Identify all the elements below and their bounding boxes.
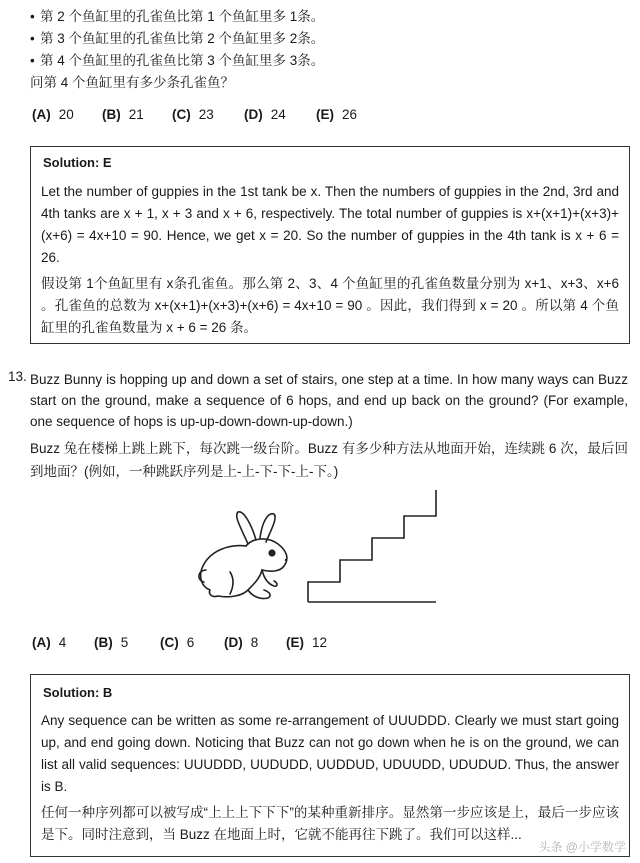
bunny-eye [268, 549, 275, 556]
choice-d: (D) 8 [224, 634, 259, 650]
choice-c: (C) 6 [160, 634, 195, 650]
condition-line: • 第 3 个鱼缸里的孔雀鱼比第 2 个鱼缸里多 2条。 [30, 28, 630, 50]
problem12-statement [30, 6, 630, 94]
solution-title: Solution: B [43, 685, 113, 700]
problem12-solution-box [30, 146, 630, 344]
choice-c: (C) 23 [172, 106, 214, 122]
problem13-solution-box [30, 674, 630, 857]
condition-line: • 第 2 个鱼缸里的孔雀鱼比第 1 个鱼缸里多 1条。 [30, 6, 630, 28]
condition-line: • 第 4 个鱼缸里的孔雀鱼比第 3 个鱼缸里多 3条。 [30, 50, 630, 72]
watermark: 头条 @小学数学 [538, 840, 626, 854]
choice-e: (E) 12 [286, 634, 328, 650]
stairs-icon [308, 490, 436, 602]
choice-e: (E) 26 [316, 106, 358, 122]
bunny-nose [285, 559, 287, 561]
choice-a: (A) 20 [32, 106, 74, 122]
problem12-choices [32, 104, 357, 124]
problem13-choices [32, 632, 327, 652]
choice-d: (D) 24 [244, 106, 286, 122]
solution-english: Let the number of guppies in the 1st tank be x. Then the numbers of guppies in the 2nd, 3rd and 4th tanks are x + 1, x + 3 and x + 6, respectively. The total number of guppies is x+(x+1)+(x+3)+(x+6) = 4x+10 = 90. Hence, we get x = 20. So the number of guppies in the 4th tank is x + 6 = 26. [41, 184, 619, 265]
solution-chinese: 假设第 1个鱼缸里有 x条孔雀鱼。那么第 2、3、4 个鱼缸里的孔雀鱼数量分别为 x+1、x+3、x+6 。孔雀鱼的总数为 x+(x+1)+(x+3)+(x+6) = 4x+10 = 90 。因此，我们得到 x = 20 。所以第 4 个鱼缸里的孔雀鱼数量为 x + 6 = 26 条。 [41, 276, 619, 335]
problem13-chinese: Buzz 兔在楼梯上跳上跳下，每次跳一级台阶。Buzz 有多少种方法从地面开始，连续跳 6 次，最后回到地面？(例如，一种跳跃序列是上-上-下-下-上-下。) [30, 441, 628, 479]
problem13-english: Buzz Bunny is hopping up and down a set of stairs, one step at a time. In how many ways can Buzz start on the ground, make a sequence of 6 hops, and end up back on the ground? (For example, one sequence of hops is up-up-down-down-up-down.) [30, 372, 628, 429]
choice-b: (B) 21 [102, 106, 144, 122]
solution-title: Solution: E [43, 155, 112, 170]
problem-number: 13. [8, 369, 27, 384]
solution-chinese: 任何一种序列都可以被写成“上上上下下下”的某种重新排序。显然第一步应该是上，最后一步应该是下。同时注意到，当 Buzz 在地面上时，它就不能再往下跳了。我们可以这样... [41, 805, 619, 842]
choice-a: (A) 4 [32, 634, 67, 650]
bunny-stairs-figure [190, 486, 450, 611]
choice-b: (B) 5 [94, 634, 129, 650]
problem12-question: 问第 4 个鱼缸里有多少条孔雀鱼？ [30, 75, 235, 90]
solution-english: Any sequence can be written as some re-arrangement of UUUDDD. Clearly we must start going up, and end going down. Noticing that Buzz can not go down when he is on the ground, we can list all valid sequences: UUUDDD, UUDUDD, UUDDUD, UDUUDD, UDUDUD. Thus, the answer is B. [41, 713, 619, 794]
